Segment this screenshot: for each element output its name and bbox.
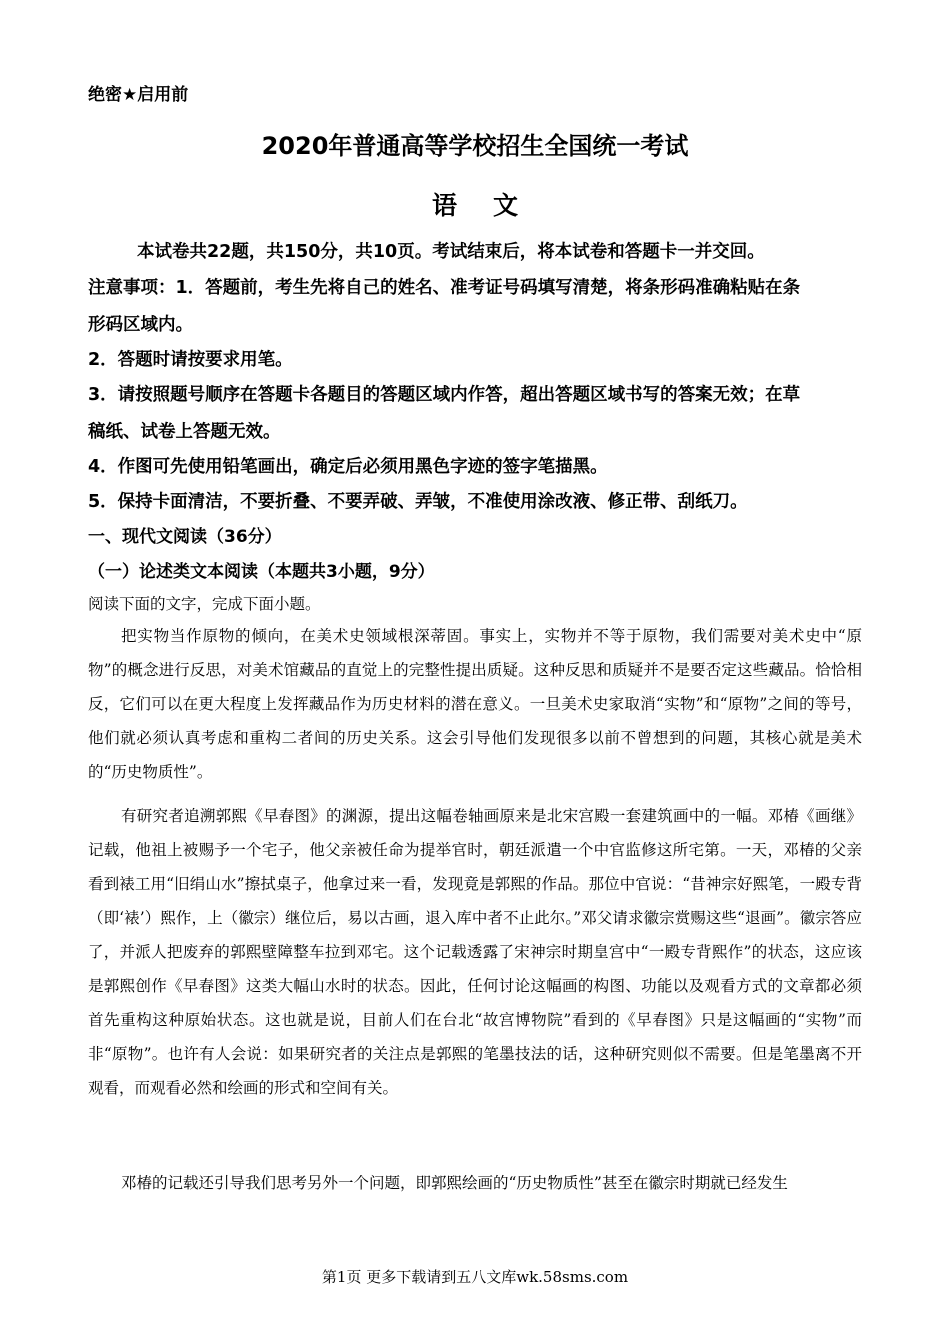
note-1-line-2: 形码区域内。 — [88, 315, 193, 335]
passage-paragraph-2: 有研究者追溯郭熙《早春图》的渊源，提出这幅卷轴画原来是北宋宫殿一套建筑画中的一幅。邓椿《画继》记载，他祖上被赐予一个宅子，他父亲被任命为提举官时，朝廷派遣一个中官监修这所宅第。一天，邓椿的父亲看到裱工用“旧绢山水”擦拭桌子，他拿过来一看，发现竟是郭熙的作品。那位中官说：“昔神宗好熙笔，一殿专背（即‘裱’）熙作，上（徽宗）继位后，易以古画，退入库中者不止此尔。”邓父请求徽宗赏赐这些“退画”。徽宗答应了，并派人把废弃的郭熙壁障整车拉到邓宅。这个记载透露了宋神宗时期皇宫中“一殿专背熙作”的状态，这应该是郭熙创作《早春图》这类大幅山水时的状态。因此，任何讨论这幅画的构图、功能以及观看方式的文章都必须首先重构这种原始状态。这也就是说，目前人们在台北“故宫博物院”看到的《早春图》只是这幅画的“实物”而非“原物”。也许有人会说：如果研究者的关注点是郭熙的笔墨技法的话，这种研究则似不需要。但是笔墨离不开观看，而观看必然和绘画的形式和空间有关。 — [88, 807, 862, 1097]
exam-title: 2020年普通高等学校招生全国统一考试 — [261, 132, 689, 160]
section-heading: 一、现代文阅读（36分） — [88, 527, 282, 547]
note-1-line-1: 注意事项：1．答题前，考生先将自己的姓名、准考证号码填写清楚，将条形码准确粘贴在条 — [88, 278, 801, 298]
note-4: 4．作图可先使用铅笔画出，确定后必须用黑色字迹的签字笔描黑。 — [88, 457, 608, 477]
section-subheading: （一）论述类文本阅读（本题共3小题，9分） — [88, 562, 435, 582]
exam-intro: 本试卷共22题，共150分，共10页。考试结束后，将本试卷和答题卡一并交回。 — [137, 242, 765, 262]
page-footer: 第1页 更多下载请到五八文库wk.58sms.com — [321, 1268, 629, 1286]
secret-label: 绝密★启用前 — [88, 85, 189, 105]
passage-paragraph-1: 把实物当作原物的倾向，在美术史领域根深蒂固。事实上，实物并不等于原物，我们需要对美术史中“原物”的概念进行反思，对美术馆藏品的直觉上的完整性提出质疑。这种反思和质疑并不是要否定这些藏品。恰恰相反，它们可以在更大程度上发挥藏品作为历史材料的潜在意义。一旦美术史家取消“实物”和“原物”之间的等号，他们就必须认真考虑和重构二者间的历史关系。这会引导他们发现很多以前不曾想到的问题，其核心就是美术的“历史物质性”。 — [88, 627, 862, 781]
reading-prompt: 阅读下面的文字，完成下面小题。 — [88, 595, 321, 613]
passage-paragraph-3: 邓椿的记载还引导我们思考另外一个问题，即郭熙绘画的“历史物质性”甚至在徽宗时期就已经发生 — [121, 1174, 788, 1192]
subject-title: 语文 — [431, 191, 554, 220]
note-3-line-2: 稿纸、试卷上答题无效。 — [88, 422, 281, 442]
note-2: 2．答题时请按要求用笔。 — [88, 350, 293, 370]
note-3-line-1: 3．请按照题号顺序在答题卡各题目的答题区域内作答，超出答题区域书写的答案无效；在草 — [88, 385, 801, 405]
note-5: 5．保持卡面清洁，不要折叠、不要弄破、弄皱，不准使用涂改液、修正带、刮纸刀。 — [88, 492, 748, 512]
